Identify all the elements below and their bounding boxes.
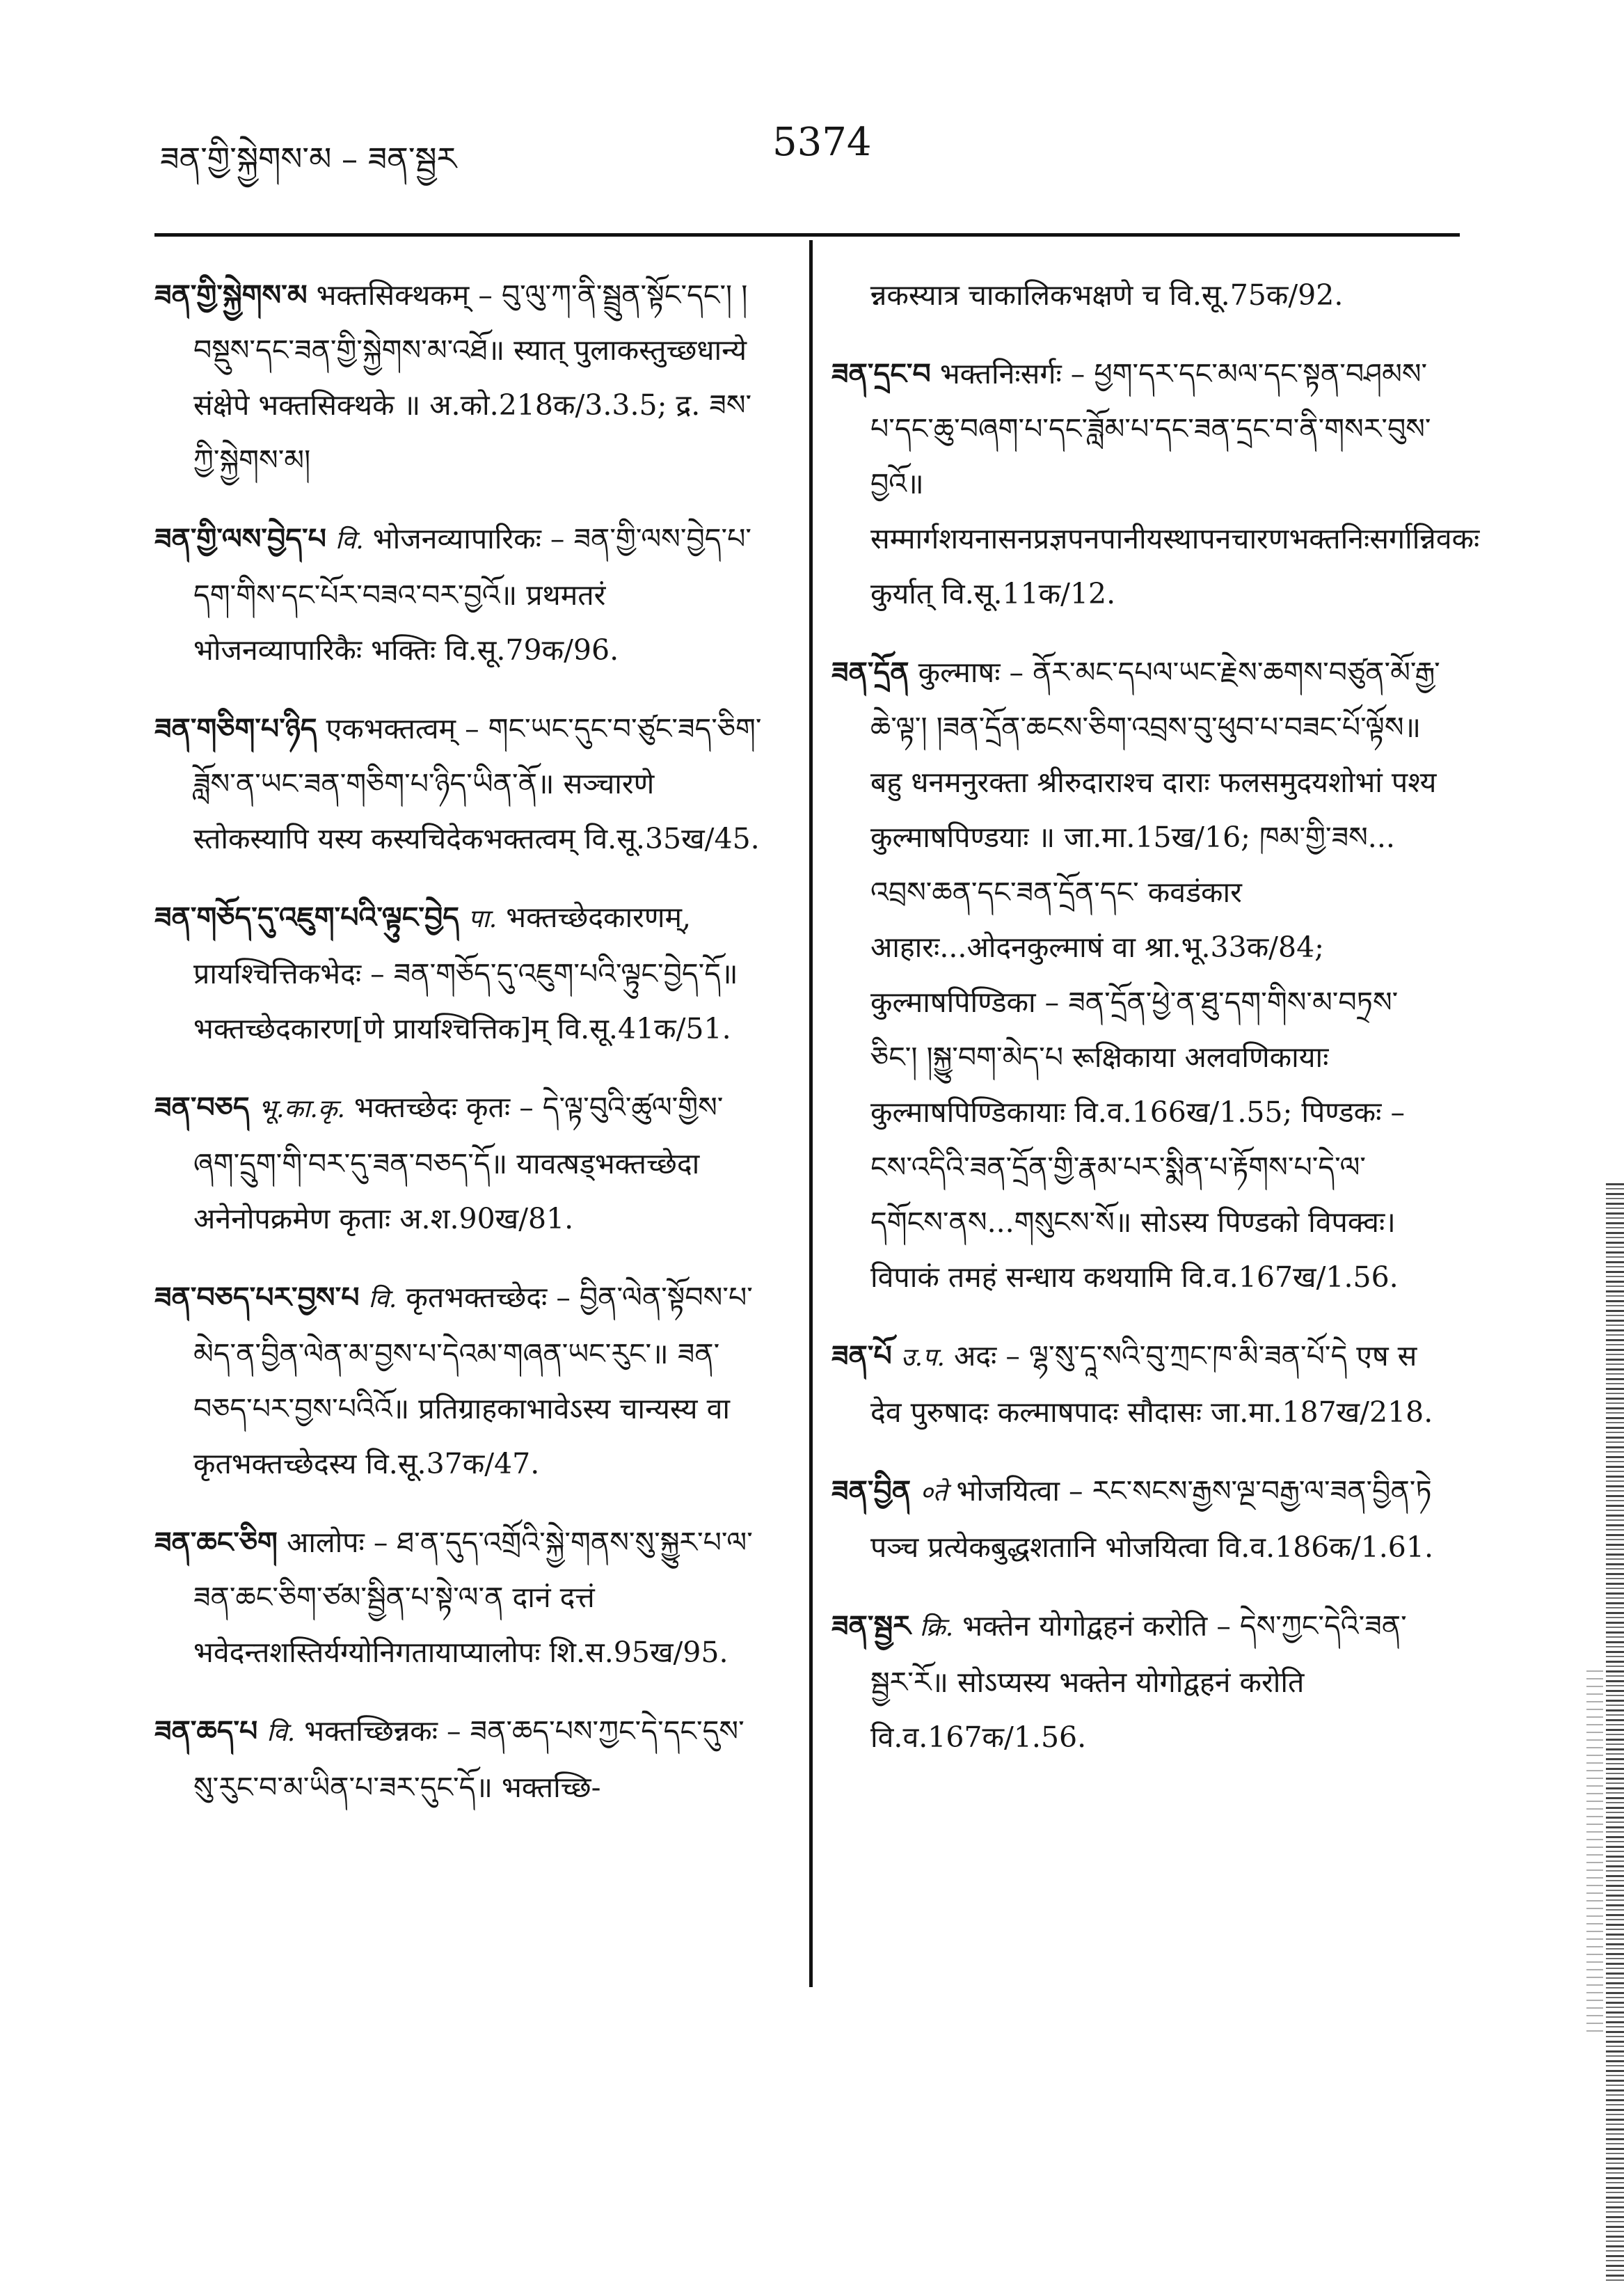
entry-headword: ཟན་གཅོད་དུ་འཇུག་པའི་ལྟུང་བྱེད [154,901,459,934]
header-rule [154,233,1460,237]
entry-text: भोजयित्वा – རང་སངས་རྒྱས་ལྔ་བརྒྱ་ལ་ཟན་བྱིན་ཏེ पञ्च प्रत्येकबुद्धशतानि भोजयित्वा वि.व.186क/1.61. [870,1474,1433,1564]
entry-headword: ཟན་བཅད [154,1091,250,1124]
entry-text: भक्तेन योगोद्वहनं करोति – དེས་ཀྱང་དེའི་ཟན་སྦྱར་རོ॥ सोऽप्यस्य भक्तेन योगोद्वहनं करोति वि.व.167क/1.56. [870,1609,1407,1754]
left-column [154,268,767,1839]
entry-headword: ཟན་པོ [831,1339,892,1373]
dictionary-entry [154,1270,767,1492]
dictionary-entry [154,1080,767,1247]
entry-text: अदः – ལྷ་སུ་དཱ་སའི་བུ་ཀྲང་ཁ་མི་ཟན་པོ་དེ एष स देव पुरुषादः कल्माषपादः सौदासः जा.मा.187ख/218. [870,1339,1433,1429]
dictionary-entry [831,268,1444,323]
entry-text: एकभक्तत्वम् – གང་ཡང་དུང་བ་ཙུང་ཟད་ཅིག་ཟློས་ན་ཡང་ཟན་གཅིག་པ་ཉིད་ཡིན་ནོ॥ सञ्चारणे स्तोकस्यापि यस्य कस्यचिदेकभक्तत्वम् वि.सू.35ख/45. [193,712,762,855]
entry-grammar: उ.प. [900,1343,945,1372]
entry-text: न्नकस्यात्र चाकालिकभक्षणे च वि.सू.75क/92. [870,278,1344,312]
entry-headword: ཟན་གཅིག་པ་ཉིད [154,712,317,745]
running-head: ཟན་གྱི་སྐྱེགས་མ – ཟན་སྦྱར [160,140,457,177]
entry-grammar: वि. [266,1718,296,1747]
page-number: 5374 [772,120,872,165]
entry-grammar: क्रि. [919,1613,954,1642]
dictionary-entry [154,1515,767,1680]
entry-text: भक्तच्छेदः कृतः – དེ་ལྟ་བུའི་ཚུལ་གྱིས་ཞག་དྲུག་གི་བར་དུ་ཟན་བཅད་དོ॥ यावत्षड्भक्तच्छेदा अनेनोपक्रमेण कृताः अ.श.90ख/81. [193,1091,724,1235]
entry-headword: ཟན་ཆང་ཅིག [154,1526,278,1559]
scan-edge [1606,1183,1624,2283]
entry-headword: ཟན་གྱི་སྐྱེགས་མ [154,278,308,312]
column-divider [809,240,813,1987]
entry-text: कृतभक्तच्छेदः – བྱིན་ལེན་སྟོབས་པ་མེད་ན་བྱིན་ལེན་མ་བྱས་པ་དེའམ་གཞན་ཡང་རུང་॥ ཟན་བཅད་པར་བྱས་པའིའོ॥ प्रतिग्राहकाभावेऽस्य चान्यस्य वा कृतभक्तच्छेदस्य वि.सू.37क/47. [193,1281,753,1480]
entry-text: भक्तच्छेदकारणम्, प्रायश्चित्तिकभेदः – ཟན་གཅོད་དུ་འཇུག་པའི་ལྟུང་བྱེད་དོ॥ भक्तच्छेदकारण[णे प्रायश्चित्तिक]म् वि.सू.41क/51. [193,901,738,1045]
entry-grammar: भू.का.कृ. [258,1095,345,1123]
entry-headword: ཟན་བྱིན [831,1474,911,1508]
entry-text: भोजनव्यापारिकः – ཟན་གྱི་ལས་བྱེད་པ་དག་གིས་དང་པོར་བཟའ་བར་བྱའོ॥ प्रथमतरं भोजनव्यापारिकैः भक्तिः वि.सू.79क/96. [193,522,751,667]
dictionary-entry [831,1599,1444,1765]
entry-headword: ཟན་སྦྱར [831,1609,911,1643]
entry-text: भक्तनिःसर्गः – ཕྱག་དར་དང་མལ་དང་སྟན་བཤམས་པ་དང་ཆུ་བཞག་པ་དང་ཟློམ་པ་དང་ཟན་དྲང་བ་ནི་གསར་བུས་བྱའོ॥ सम्मार्गशयनासनप्रज्ञपनपानीयस्थापनचारणभक्तनिःसर्गान्निवकः कुर्यात् वि.सू.11क/12. [870,357,1480,610]
entry-headword: ཟན་ཆད་པ [154,1714,258,1748]
entry-headword: ཟན་བཅད་པར་བྱས་པ [154,1281,360,1314]
entry-headword: ཟན་གྱི་ལས་བྱེད་པ [154,522,326,555]
entry-grammar: ०ते [920,1478,948,1507]
entry-grammar: पा. [468,905,497,933]
dictionary-entry [831,1464,1444,1575]
dictionary-entry [154,702,767,867]
entry-text: भक्तच्छिन्नकः – ཟན་ཆད་པས་ཀྱང་དེ་དང་དུས་སུ་རུང་བ་མ་ཡིན་པ་ཟར་དུང་དོ॥ भक्तच्छि- [193,1714,745,1804]
dictionary-entry [154,268,767,488]
entry-text: कुल्माषः – ནོར་མང་དཔལ་ཡང་རྗེས་ཆགས་བཙུན་མོ་རྒྱ་ཆེ་ལྟ་། །ཟན་དྲོན་ཆངས་ཅིག་འབྲས་བུ་ཕུབ་པ་བཟང་པོ་ལྟོས॥ बहु धनमनुरक्ता श्रीरुदाराश्च दाराः फलसमुदयशोभां पश्य कुल्माषपिण्डयाः ॥ जा.मा.15ख/16; ཁམ་གྱི་ཟས... འབྲས་ཆན་དང་ཟན་དྲོན་དང་ कवडंकार आहारः...ओदनकुल्माषं वा श्रा.भू.33क/84; कुल्माषपिण्डिका – ཟན་དྲོན་ཕྱེ་ན་ཐུ་དག་གིས་མ་བཏྲས་ཅིང་། །སྐྱུ་བག་མེད་པ रूक्षिकाया अलवणिकायाः कुल्माषपिण्डिकायाः वि.व.166ख/1.55; पिण्डकः – ངས་འདིའི་ཟན་དྲོན་གྱི་རྣམ་པར་སྨིན་པ་རྟོགས་པ་དེ་ལ་དགོངས་ནས...གསུངས་སོ॥ सोऽस्य पिण्डको विपक्वः। विपाकं तमहं सन्धाय कथयामि वि.व.167ख/1.56. [870,656,1440,1294]
entry-headword: ཟན་དྲང་བ [831,357,931,390]
dictionary-entry [154,1704,767,1815]
dictionary-entry [831,1329,1444,1440]
entry-grammar: वि. [335,526,364,555]
dictionary-entry [831,347,1480,622]
scan-noise [1586,1670,1603,2032]
entry-headword: ཟན་དྲོན [831,656,909,689]
entry-grammar: वि. [368,1285,397,1313]
entry-text: आलोपः – ཐ་ན་དུད་འགྲོའི་སྐྱེ་གནས་སུ་སྐྱུར་པ་ལ་ཟན་ཆང་ཅིག་ཙམ་སྦྱིན་པ་སྟེ་ལ་ན दानं दत्तं भवेदन्तशस्तिर्यग्योनिगतायाप्यालोपः शि.स.95ख/95. [193,1526,753,1669]
dictionary-entry [831,645,1444,1305]
right-column [831,268,1480,1789]
entry-text: भक्तसिक्थकम् – བུ་ལུ་ཀ་ནི་སྦྲུན་སྟོང་དང་། །བསྡུས་དང་ཟན་གྱི་སྐྱེགས་མ་འཐོ॥ स्यात् पुलाकस्तुच्छधान्ये संक्षेपे भक्तसिक्थके ॥ अ.को.218क/3.3.5; द्र. ཟས་ཀྱི་སྐྱེགས་མ། [193,278,752,477]
dictionary-entry [154,512,767,678]
dictionary-entry [154,890,767,1057]
